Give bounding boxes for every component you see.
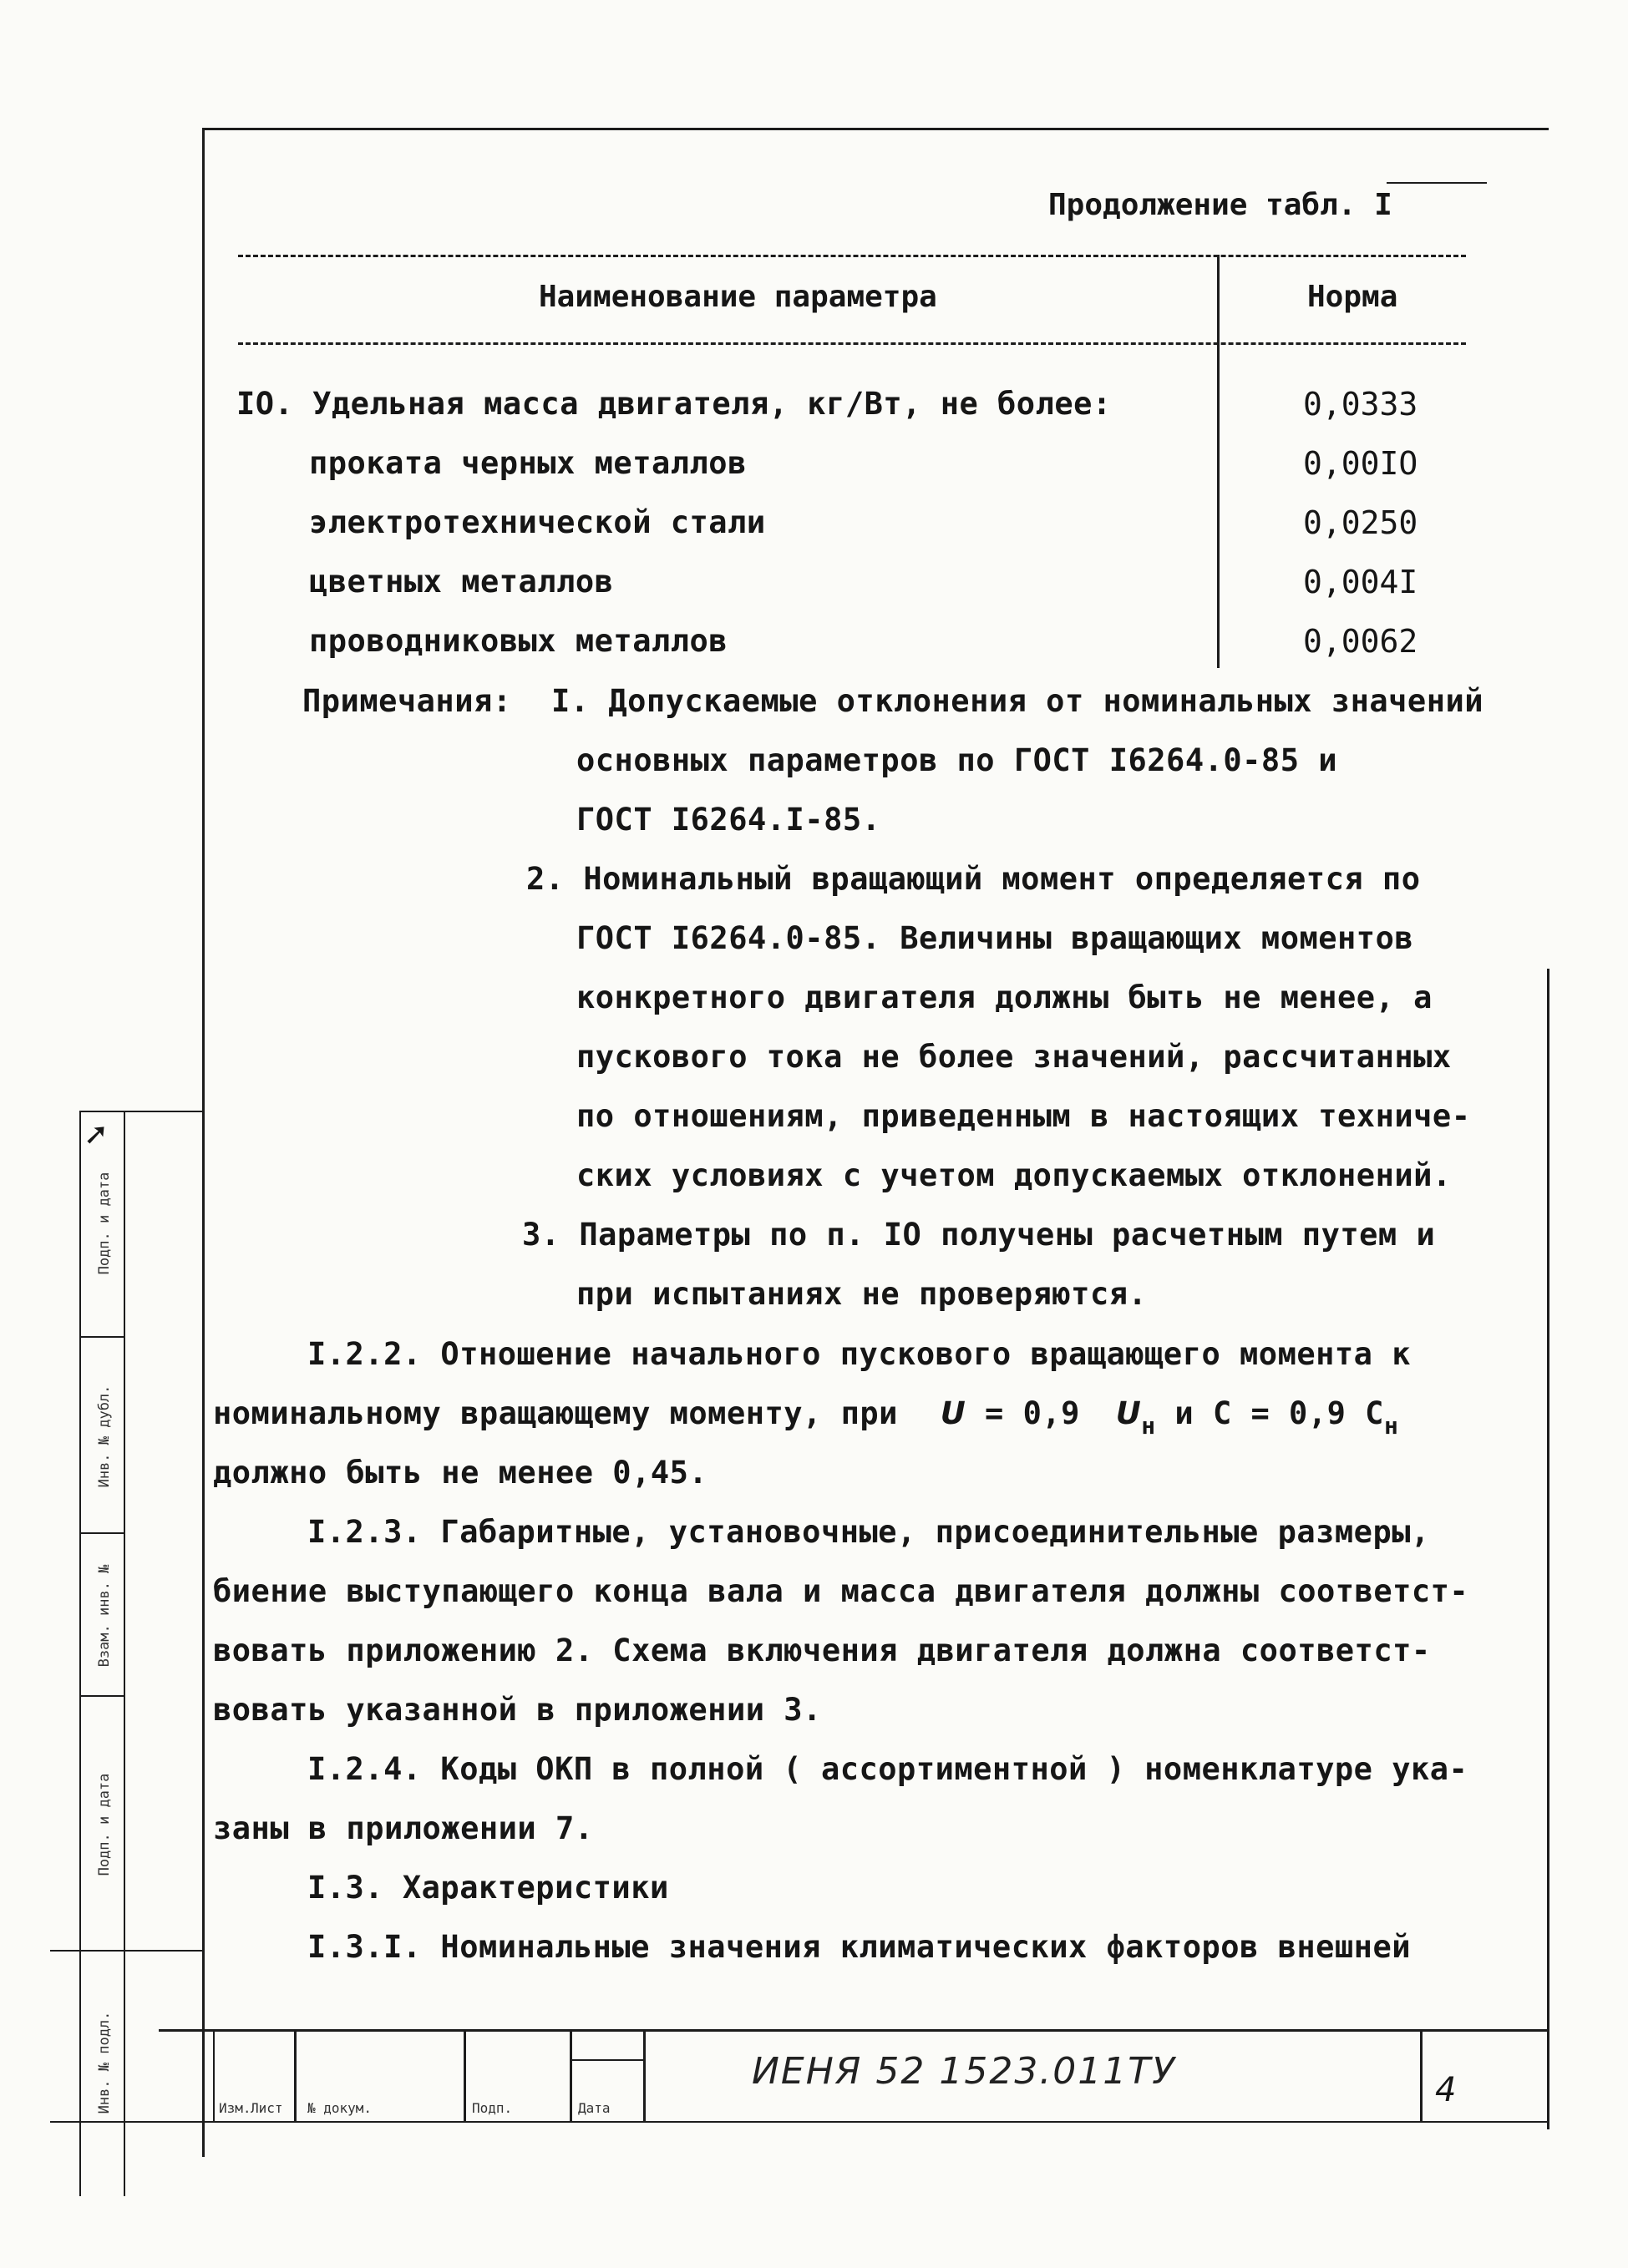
note-2-line: по отношениям, приведенным в настоящих техниче-	[576, 1098, 1471, 1134]
clause-1-2-3-line: I.2.3. Габаритные, установочные, присоединительные размеры,	[307, 1514, 1430, 1550]
title-block-col	[294, 2029, 297, 2123]
title-block-date-label: Дата	[578, 2100, 611, 2116]
notes-label: Примечания:	[302, 683, 512, 719]
side-stamp-divider	[124, 1111, 125, 2196]
side-stamp-field: Подп. и дата	[96, 1172, 113, 1275]
note-2-line: ГОСТ I6264.0-85. Величины вращающих моментов	[576, 920, 1414, 956]
clause-1-2-3-line: биение выступающего конца вала и масса двигателя должны соответст-	[213, 1573, 1469, 1609]
frame-top-border	[202, 128, 1549, 130]
param-value: 0,0250	[1303, 504, 1418, 541]
param-value: 0,0333	[1303, 386, 1418, 423]
param-name: электротехнической стали	[309, 504, 766, 540]
table-continuation-label: Продолжение табл. I	[1048, 188, 1392, 222]
note-2-line: пускового тока не более значений, рассчитанных	[576, 1039, 1452, 1075]
side-stamp-field: Взам. инв. №	[96, 1564, 113, 1668]
title-block-sign-label: Подп.	[472, 2100, 513, 2116]
title-block-change-label: Изм.	[219, 2100, 251, 2116]
side-stamp-row-sep	[50, 1950, 205, 1952]
clause-text: номинальному вращающему моменту, при	[213, 1395, 898, 1431]
title-block-top	[159, 2029, 1549, 2032]
side-stamp-row-sep	[79, 1695, 125, 1697]
title-block-row-sep	[570, 2059, 643, 2061]
formula-c: и С = 0,9 С	[1174, 1395, 1384, 1431]
param-name: цветных металлов	[309, 564, 614, 600]
frame-right-border	[1547, 969, 1549, 2129]
title-block-col	[1420, 2029, 1423, 2123]
note-1-line: I. Допускаемые отклонения от номинальных значений	[551, 683, 1484, 719]
note-1-line: ГОСТ I6264.I-85.	[576, 802, 881, 838]
note-2-line: ских условиях с учетом допускаемых отклонений.	[576, 1157, 1452, 1193]
formula-sub: н	[1383, 1412, 1399, 1440]
clause-1-2-3-line: вовать приложению 2. Схема включения двигателя должна соответст-	[213, 1633, 1431, 1668]
clause-1-2-4-line: I.2.4. Коды ОКП в полной ( ассортиментной ) номенклатуре ука-	[307, 1751, 1468, 1787]
side-stamp-border	[79, 1111, 81, 2196]
clause-1-3-1: I.3.I. Номинальные значения климатических факторов внешней	[307, 1929, 1412, 1965]
param-name: проводниковых металлов	[309, 623, 728, 659]
table-header-rule	[238, 342, 1466, 345]
arrow-mark-icon: ➚	[84, 1117, 109, 1152]
clause-1-2-3-line: вовать указанной в приложении 3.	[213, 1692, 822, 1728]
note-3-line: при испытаниях не проверяются.	[576, 1276, 1148, 1312]
table-header-param: Наименование параметра	[539, 280, 937, 314]
formula-un: U	[1115, 1395, 1142, 1431]
note-3-line: 3. Параметры по п. IO получены расчетным путем и	[522, 1217, 1436, 1253]
clause-1-2-4-line: заны в приложении 7.	[213, 1810, 594, 1846]
formula-eq: = 0,9	[985, 1395, 1080, 1431]
note-2-line: 2. Номинальный вращающий момент определяется по	[526, 861, 1421, 897]
header-overline	[1387, 182, 1487, 184]
note-2-line: конкретного двигателя должны быть не менее, а	[576, 980, 1433, 1015]
param-value: 0,004I	[1303, 564, 1418, 600]
formula-sub: н	[1141, 1412, 1156, 1440]
side-stamp-top	[79, 1111, 205, 1112]
table-top-rule	[238, 255, 1466, 257]
clause-1-2-2-formula-line	[213, 1395, 1399, 1440]
title-block-sheet-label: Лист	[251, 2100, 283, 2116]
clause-1-2-2-end: должно быть не менее 0,45.	[213, 1455, 708, 1491]
param-name: проката черных металлов	[309, 445, 747, 481]
note-1-line: основных параметров по ГОСТ I6264.0-85 и	[576, 742, 1338, 778]
section-1-3-heading: I.3. Характеристики	[307, 1870, 669, 1906]
param-name: IO. Удельная масса двигателя, кг/Вт, не более:	[236, 386, 1112, 422]
side-stamp-field: Инв. № подл.	[96, 2011, 113, 2114]
title-block-col	[213, 2029, 215, 2123]
param-value: 0,00IO	[1303, 445, 1418, 482]
title-block-bottom	[50, 2121, 1549, 2123]
title-block-col	[570, 2029, 572, 2123]
frame-left-border	[202, 128, 205, 2157]
clause-1-2-2: I.2.2. Отношение начального пускового вращающего момента к	[307, 1336, 1412, 1372]
title-block-col	[643, 2029, 646, 2123]
sheet-number: 4	[1435, 2071, 1457, 2109]
side-stamp-field: Инв. № дубл.	[96, 1385, 113, 1488]
table-column-divider	[1217, 255, 1220, 668]
formula-u: U	[940, 1395, 966, 1431]
document-code: ИЕНЯ 52 1523.011ТУ	[752, 2050, 1176, 2093]
param-value: 0,0062	[1303, 623, 1418, 660]
side-stamp-row-sep	[79, 1336, 125, 1338]
side-stamp-field: Подп. и дата	[96, 1773, 113, 1876]
title-block-docno-label: № докум.	[307, 2100, 373, 2116]
table-header-norm: Норма	[1307, 280, 1398, 314]
side-stamp-row-sep	[79, 1532, 125, 1534]
title-block-col	[464, 2029, 466, 2123]
